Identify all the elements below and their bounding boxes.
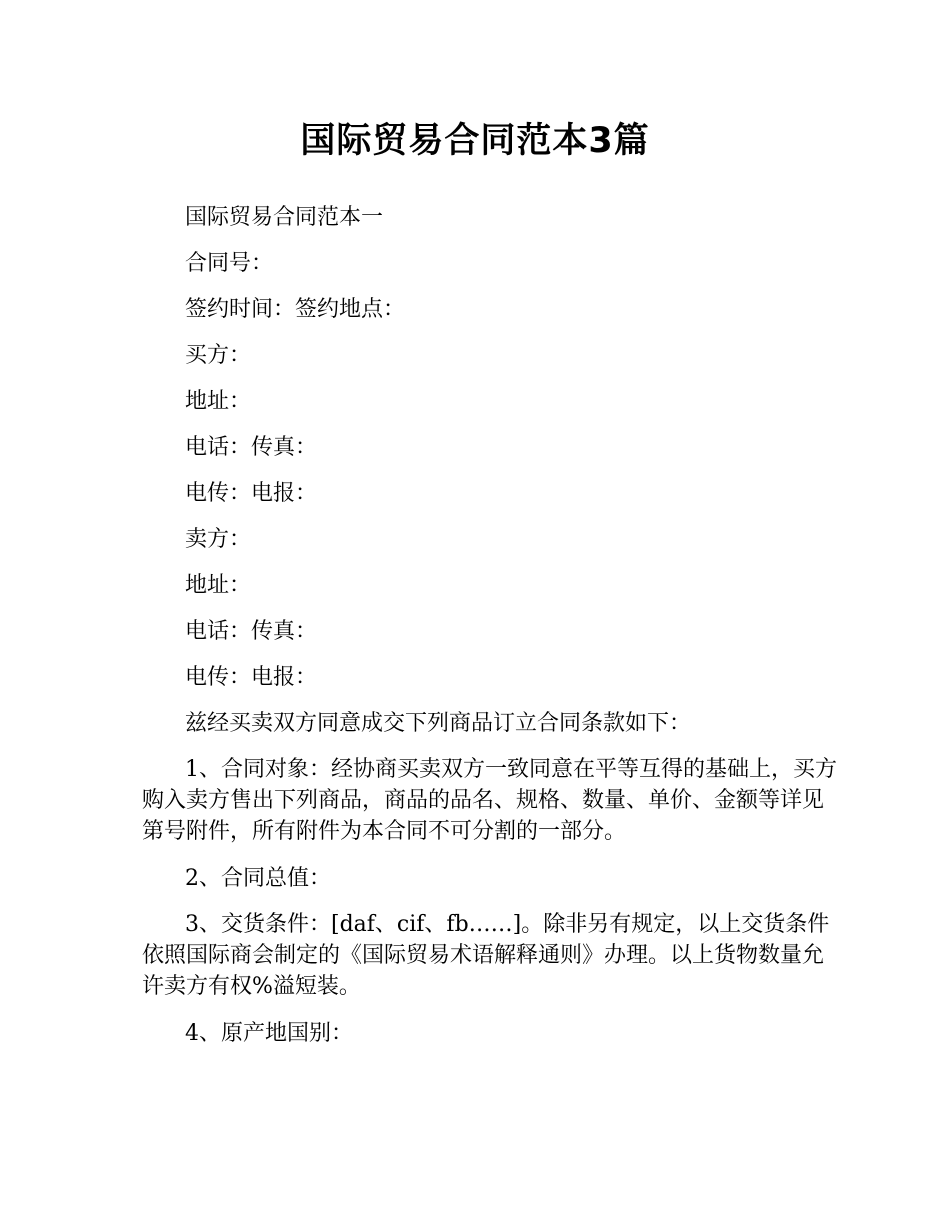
clause-2-total-value: 2、合同总值： xyxy=(185,866,331,891)
clause-4-country-of-origin: 4、原产地国别： xyxy=(185,1021,353,1046)
seller-telex-telegram-field: 电传：电报： xyxy=(185,665,318,690)
agreement-intro: 兹经买卖双方同意成交下列商品订立合同条款如下： xyxy=(185,711,692,736)
section-heading: 国际贸易合同范本一 xyxy=(185,205,384,230)
document-body xyxy=(142,202,842,1064)
buyer-address-field: 地址： xyxy=(185,389,252,414)
buyer-phone-fax-field: 电话：传真： xyxy=(185,435,318,460)
contract-number-field: 合同号： xyxy=(185,251,274,276)
clause-3-delivery-terms: 3、交货条件：[daf、cif、fb……]。除非另有规定，以上交货条件依照国际商会制定的《国际贸易术语解释通则》办理。以上货物数量允许卖方有权%溢短装。 xyxy=(142,912,830,999)
seller-field: 卖方： xyxy=(185,527,252,552)
seller-address-field: 地址： xyxy=(185,573,252,598)
document-title: 国际贸易合同范本3篇 xyxy=(300,121,650,161)
buyer-telex-telegram-field: 电传：电报： xyxy=(185,481,318,506)
buyer-field: 买方： xyxy=(185,343,252,368)
seller-phone-fax-field: 电话：传真： xyxy=(185,619,318,644)
clause-1-contract-object: 1、合同对象：经协商买卖双方一致同意在平等互得的基础上，买方购入卖方售出下列商品，商品的品名、规格、数量、单价、金额等详见第号附件，所有附件为本合同不可分割的一部分。 xyxy=(142,757,837,844)
signing-time-place-field: 签约时间：签约地点： xyxy=(185,297,406,322)
